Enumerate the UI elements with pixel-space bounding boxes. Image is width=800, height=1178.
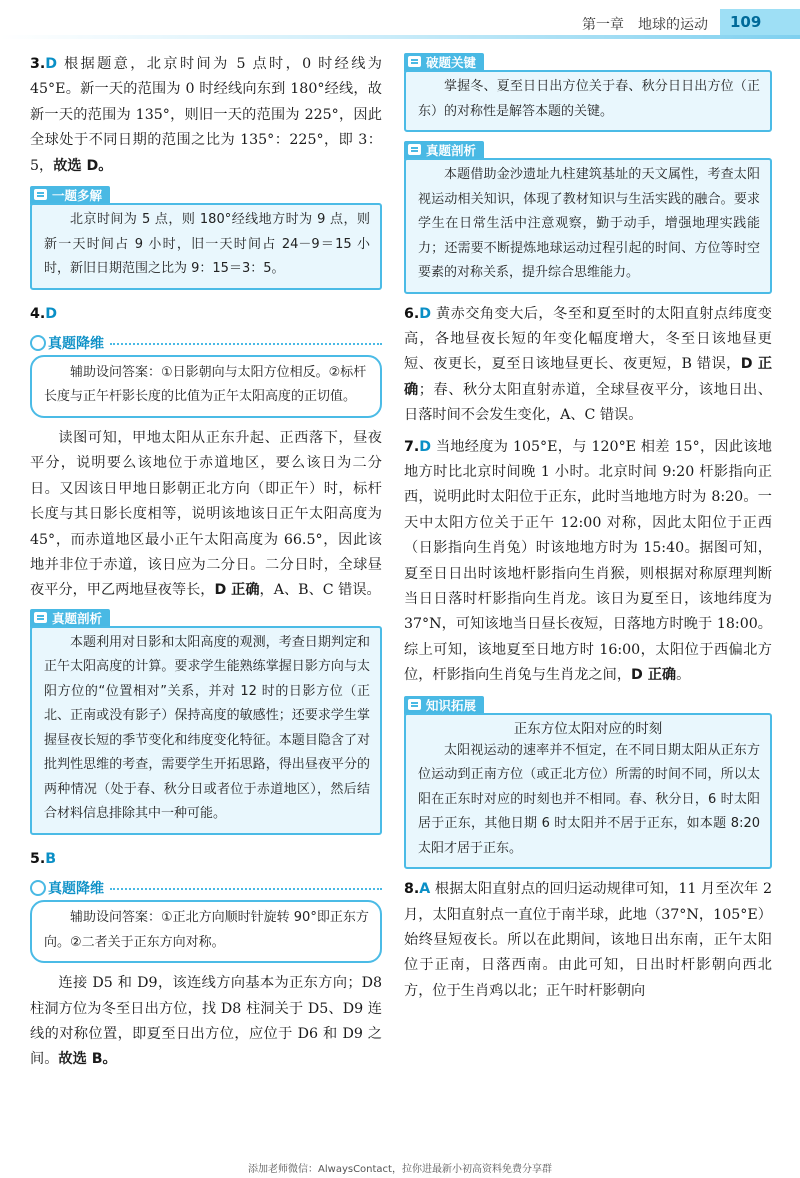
tip-tag: 一题多解 xyxy=(30,186,110,206)
q8-answer: 8.A 根据太阳直射点的回归运动规律可知，11 月至次年 2 月，太阳直射点一直位于南半球，此地（37°N，105°E）始终昼短夜长。所以在此期间，该地日出东南，正午太阳位于正南，日落西南。由此可知，日出时杆影朝向西北方，位于生肖鸡以北；正午时杆影朝向 xyxy=(404,881,772,999)
q5-explanation: 连接 D5 和 D9，该连线方向基本为正东方向；D8 柱洞方位为冬至日出方位，找 D8 柱洞关于 D5、D9 连线的对称位置，即夏至日出方位，应位于 D6 和 D9 之间。故选 B。 xyxy=(30,975,382,1068)
book-icon xyxy=(34,612,47,623)
extension-tag: 知识拓展 xyxy=(404,696,484,716)
header-rule xyxy=(0,35,800,39)
q3-tip-section xyxy=(30,185,382,290)
q5-analysis-section xyxy=(404,140,772,294)
q5-number: 5.B xyxy=(30,850,57,867)
q6-number: 6.D xyxy=(404,305,432,322)
book-icon xyxy=(408,56,421,67)
chapter-number: 第一章 xyxy=(582,17,624,33)
chapter-label xyxy=(582,14,708,34)
analysis-box xyxy=(404,158,772,294)
page-header xyxy=(0,0,800,40)
book-icon xyxy=(34,189,47,200)
q6-bold: D 正确 xyxy=(404,356,773,398)
q3-text: 根据题意，北京时间为 5 点时，0 时经线为 45°E。新一天的范围为 0 时经线向东到 180°经线，故新一天的范围为 135°，则旧一天的范围为 225°，因此全球处于不同日期的范围之比为 135°：225°，即 3：5， xyxy=(30,56,382,174)
q7-extension-section xyxy=(404,695,772,870)
extension-box xyxy=(404,713,772,870)
q5-heading xyxy=(30,847,382,872)
extension-title: 正东方位太阳对应的时刻 xyxy=(513,720,663,737)
analysis-tag: 真题剖析 xyxy=(404,141,484,161)
page-number: 109 xyxy=(720,9,800,35)
tip-text: 北京时间为 5 点，则 180°经线地方时为 9 点，则新一天时间占 9 小时，旧一天时间占 24－9＝15 小时，新旧日期范围之比为 9：15＝3：5。 xyxy=(44,212,370,277)
q4-analysis-text: 本题利用对日影和太阳高度的观测，考查日期判定和正午太阳高度的计算。要求学生能熟练掌握日影方向与太阳方位的“位置相对”关系，并对 12 时的日影方位（正北、正南或没有影子）保持高度的敏感性；还要求学生掌握昼夜长短的季节变化和纬度变化特征。本题目隐含了对批判性思维的考查，需要学生开拓思路，得出昼夜平分的两种情况（处于春、秋分日或者位于赤道地区），然后结合材料信息排除其中一种可能。 xyxy=(44,634,370,822)
reduce-label: 真题降维 xyxy=(30,333,104,353)
q5-reduce-title xyxy=(30,878,382,898)
q5-key-text: 掌握冬、夏至日日出方位关于春、秋分日日出方位（正东）的对称性是解答本题的关键。 xyxy=(418,79,760,119)
analysis-tag: 真题剖析 xyxy=(30,609,110,629)
q5-reduce-box xyxy=(30,900,382,963)
q5-conclusion: 故选 B。 xyxy=(58,1051,117,1068)
q7-answer: 7.D 当地经度为 105°E，与 120°E 相差 15°，因此该地地方时比北京时间晚 1 小时。北京时间 9:20 杆影指向正西，说明此时太阳位于正东，此时当地地方时为 8:20。一天中太阳方位关于正午 12:00 对称，因此太阳位于正西（日影指向生肖兔）时该地地方时为 15:40。据图可知，夏至日日出时该地杆影指向生肖猴，则根据对称原理判断当日日落时杆影指向生肖龙。该日为夏至日，该地纬度为 37°N，可知该地当日昼长夜短，日落地方时晚于 18:00。综上可知，该地夏至日地方时 16:00，太阳位于西偏北方位，杆影指向生肖兔与生肖龙之间，D 正确。 xyxy=(404,438,772,684)
q4-reduce-text: 辅助设问答案：①日影朝向与太阳方位相反。②标杆长度与正午杆影长度的比值为正午太阳高度的正切值。 xyxy=(44,364,367,405)
chapter-name: 地球的运动 xyxy=(638,17,708,33)
right-column xyxy=(404,52,772,1004)
q5-analysis-text: 本题借助金沙遗址九柱建筑基址的天文属性，考查太阳视运动相关知识，体现了教材知识与生活实践的融合。要求学生在日常生活中注意观察，勤于动手，增强地理实践能力；还需要不断提炼地球运动过程引起的时间、方位等时空要素的对称关系，提升综合思维能力。 xyxy=(418,167,760,280)
key-tag: 破题关键 xyxy=(404,53,484,73)
q7-bold: D 正确 xyxy=(631,667,677,684)
analysis-box xyxy=(30,626,382,835)
reduce-label: 真题降维 xyxy=(30,878,104,898)
q4-explanation: 读图可知，甲地太阳从正东升起、正西落下，昼夜平分，说明要么该地位于赤道地区，要么该日为二分日。又因该日甲地日影朝正北方向（即正午）时，标杆长度与其日影长度相等，说明该地该日正午太阳高度为 45°，而赤道地区最小正午太阳高度为 66.5°，因此该地并非位于赤道，该日应为二分日。二分日时，全球昼夜平分，甲乙两地昼夜等长，D 正确，A、B、C 错误。 xyxy=(30,429,382,599)
q6-answer: 6.D 黄赤交角变大后，冬至和夏至时的太阳直射点纬度变高，各地昼夜长短的年变化幅度增大，冬至日该地昼更短、夜更长，夏至日该地昼更长、夜更短，B 错误，D 正确；春、秋分太阳直射赤道，全球昼夜平分，该地日出、日落时间不会发生变化，A、C 错误。 xyxy=(404,305,773,424)
tip-box xyxy=(30,203,382,290)
q4-reduce-box xyxy=(30,355,382,418)
q4-number: 4.D xyxy=(30,305,58,322)
q4-analysis-section xyxy=(30,608,382,835)
q3-conclusion: 故选 D。 xyxy=(53,157,113,174)
q3-answer xyxy=(30,52,382,179)
q3-number: 3.D xyxy=(30,56,58,72)
q5-key-section xyxy=(404,52,772,132)
key-box xyxy=(404,70,772,132)
q4-heading xyxy=(30,302,382,327)
q4-reduce-title xyxy=(30,333,382,353)
q5-reduce-text: 辅助设问答案：①正北方向顺时针旋转 90°即正东方向。②二者关于正东方向对称。 xyxy=(44,910,369,950)
q8-number: 8.A xyxy=(404,881,431,898)
q4-bold: D 正确 xyxy=(214,582,260,599)
q7-number: 7.D xyxy=(404,438,432,455)
left-column xyxy=(30,52,382,1073)
book-icon xyxy=(408,144,421,155)
footer-note: 添加老师微信：AlwaysContact，拉你进最新小初高资料免费分享群 xyxy=(248,1164,552,1175)
q7-extension-text: 太阳视运动的速率并不恒定，在不同日期太阳从正东方位运动到正南方位（或正北方位）所需的时间不同，所以太阳在正东时对应的时刻也并不相同。春、秋分日，6 时太阳居于正东，其他日期 6 时太阳并不居于正东，如本题 8:20 太阳才居于正东。 xyxy=(418,742,760,856)
book-icon xyxy=(408,699,421,710)
